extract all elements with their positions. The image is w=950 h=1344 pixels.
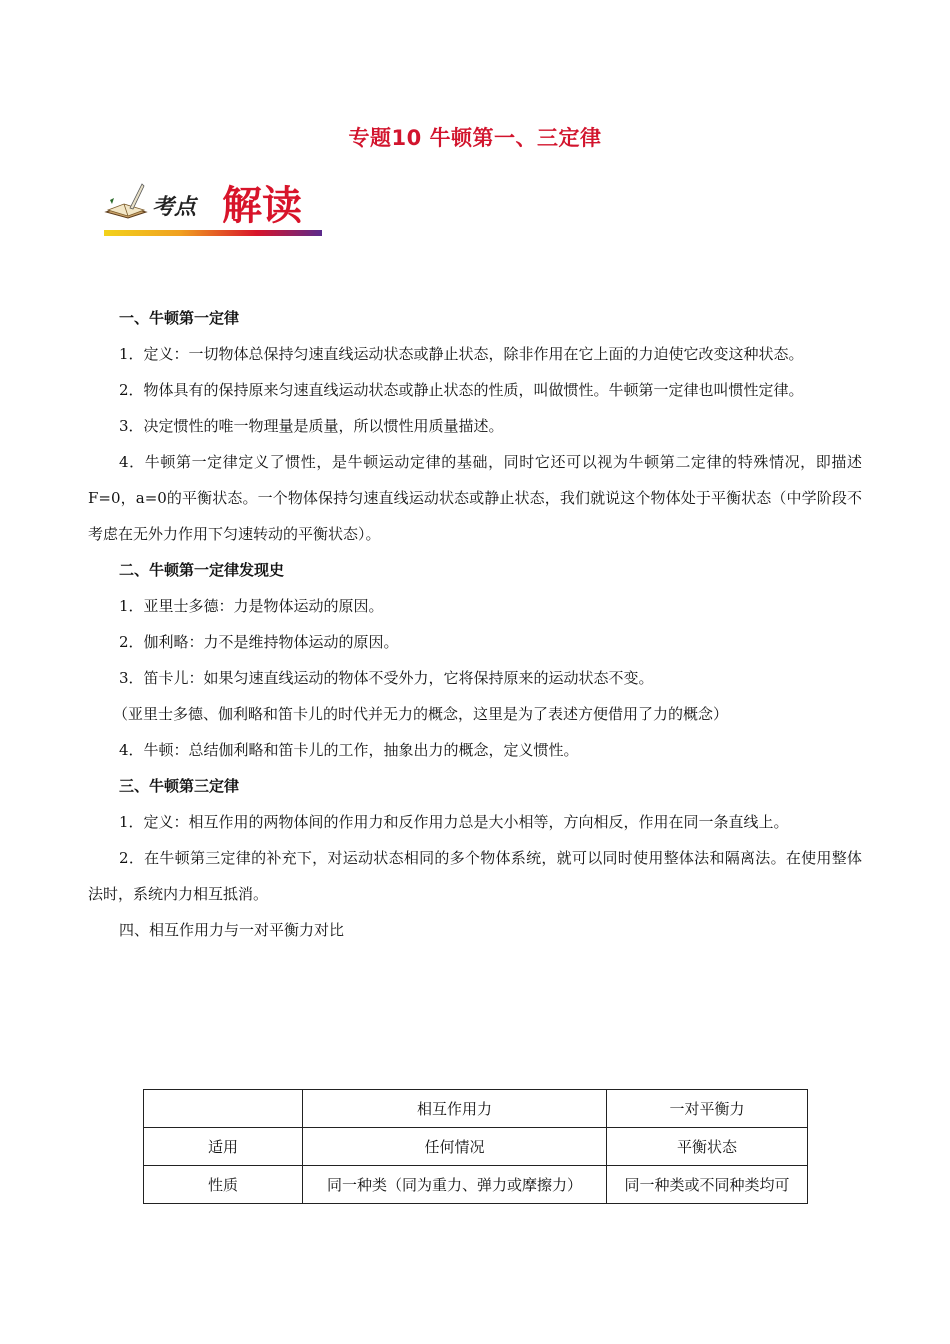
section-heading-2: 二、牛顿第一定律发现史 xyxy=(119,561,285,579)
section-heading-1: 一、牛顿第一定律 xyxy=(119,309,240,327)
section-heading-4: 四、相互作用力与一对平衡力对比 xyxy=(119,921,345,939)
table-cell: 一对平衡力 xyxy=(607,1090,808,1128)
paragraph: 3．决定惯性的唯一物理量是质量，所以惯性用质量描述。 xyxy=(119,417,504,435)
document-title: 专题10 牛顿第一、三定律 xyxy=(348,126,602,150)
table-row xyxy=(144,1166,808,1204)
table-cell xyxy=(144,1090,303,1128)
table-row xyxy=(144,1128,808,1166)
banner-jiedu: 解读 xyxy=(222,182,302,229)
comparison-table xyxy=(143,1089,808,1204)
paragraph: 2．伽利略：力不是维持物体运动的原因。 xyxy=(119,633,399,651)
banner-kaodian: 考点 xyxy=(152,194,197,220)
table-cell: 适用 xyxy=(144,1128,303,1166)
table-cell: 性质 xyxy=(144,1166,303,1204)
paragraph: 4．牛顿：总结伽利略和笛卡儿的工作，抽象出力的概念，定义惯性。 xyxy=(119,741,579,759)
table-cell: 同一种类或不同种类均可 xyxy=(607,1166,808,1204)
paragraph: 4．牛顿第一定律定义了惯性，是牛顿运动定律的基础，同时它还可以视为牛顿第二定律的特殊情况，即描述F=0，a=0的平衡状态。一个物体保持匀速直线运动状态或静止状态，我们就说这个物体处于平衡状态（中学阶段不考虑在无外力作用下匀速转动的平衡状态）。 xyxy=(88,453,862,543)
table-cell: 同一种类（同为重力、弹力或摩擦力） xyxy=(303,1166,607,1204)
paragraph: 1．亚里士多德：力是物体运动的原因。 xyxy=(119,597,384,615)
document-body xyxy=(88,300,862,948)
paragraph: 1．定义：相互作用的两物体间的作用力和反作用力总是大小相等，方向相反，作用在同一条直线上。 xyxy=(119,813,789,831)
paragraph: 1．定义：一切物体总保持匀速直线运动状态或静止状态，除非作用在它上面的力迫使它改变这种状态。 xyxy=(119,345,804,363)
table-cell: 任何情况 xyxy=(303,1128,607,1166)
paragraph: 2．在牛顿第三定律的补充下，对运动状态相同的多个物体系统，就可以同时使用整体法和隔离法。在使用整体法时，系统内力相互抵消。 xyxy=(88,849,862,903)
paragraph: 2．物体具有的保持原来匀速直线运动状态或静止状态的性质，叫做惯性。牛顿第一定律也叫惯性定律。 xyxy=(119,381,804,399)
book-quill-icon xyxy=(104,182,148,222)
paragraph-note: （亚里士多德、伽利略和笛卡儿的时代并无力的概念，这里是为了表述方便借用了力的概念） xyxy=(113,705,729,723)
table-cell: 相互作用力 xyxy=(303,1090,607,1128)
kaodian-jiedu-banner xyxy=(104,174,326,236)
table-cell: 平衡状态 xyxy=(607,1128,808,1166)
banner-gradient-bar xyxy=(104,230,322,236)
paragraph: 3．笛卡儿：如果匀速直线运动的物体不受外力，它将保持原来的运动状态不变。 xyxy=(119,669,654,687)
section-heading-3: 三、牛顿第三定律 xyxy=(119,777,240,795)
table-header-row xyxy=(144,1090,808,1128)
